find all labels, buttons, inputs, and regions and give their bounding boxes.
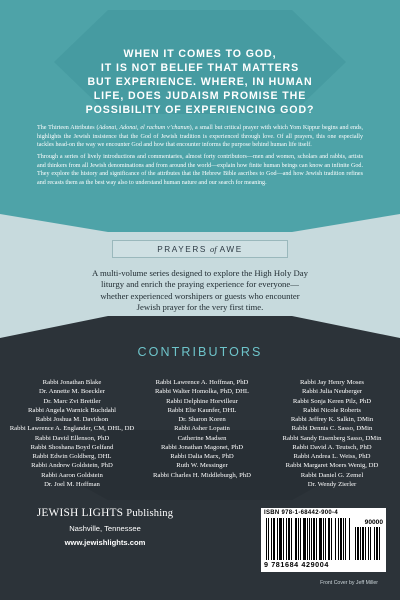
contributor-name: Rabbi Daniel G. Zemel — [300, 471, 364, 479]
barcode-bar — [331, 518, 332, 560]
contributors-column-2 — [136, 378, 268, 480]
contributor-name: Rabbi Sandy Eisenberg Sasso, DMin — [282, 434, 382, 442]
barcode-bar — [307, 518, 308, 560]
cover-headline — [55, 47, 345, 117]
barcode-bar — [379, 527, 380, 560]
contributor-name: Rabbi David Ellenson, PhD — [34, 434, 110, 442]
barcode-bar — [277, 518, 278, 560]
barcode-bar — [349, 518, 350, 560]
contributor-name: Rabbi Asher Lopatin — [174, 425, 230, 433]
series-description: A multi-volume series designed to explore the High Holy Day liturgy and enrich the praying experience for everyone—whether experienced worshipers or guests who encounter Jewish prayer for the very first time. — [92, 268, 308, 312]
barcode-bar — [360, 527, 361, 560]
contributor-name: Rabbi Nicole Roberts — [303, 406, 361, 414]
barcode-bar — [343, 518, 344, 560]
contributor-name: Rabbi Sonja Keren Pilz, PhD — [292, 397, 372, 405]
contributor-name: Dr. Marc Zvi Brettler — [43, 397, 101, 405]
headline-line: IT IS NOT BELIEF THAT MATTERS — [100, 62, 300, 74]
contributors-column-1 — [6, 378, 138, 489]
contributor-name: Rabbi Shoshana Boyd Gelfand — [30, 443, 114, 451]
contributor-name: Rabbi Margaret Moers Wenig, DD — [285, 462, 379, 470]
contributor-name: Rabbi David A. Teutsch, PhD — [292, 443, 372, 451]
contributors-heading: CONTRIBUTORS — [137, 345, 263, 359]
cover-credit: Front Cover by Jeff Miller — [320, 580, 378, 586]
contributor-name: Rabbi Julia Neuberger — [301, 388, 363, 396]
barcode-bar — [370, 527, 371, 560]
barcode-bar — [309, 518, 310, 560]
barcode-number: 9 781684 429004 — [264, 560, 329, 569]
contributor-name: Rabbi Edwin Goldberg, DHL — [32, 453, 112, 460]
barcode-bar — [357, 527, 359, 560]
contributor-name: Rabbi Angela Warnick Buchdahl — [28, 406, 116, 414]
publisher-city: Nashville, Tennessee — [69, 524, 141, 533]
contributor-name: Rabbi Lawrence A. Englander, CM, DHL, DD — [9, 425, 135, 433]
intro-text: The Thirteen Attributes ( — [37, 125, 99, 131]
barcode-bar — [288, 518, 290, 560]
barcode-bar — [295, 518, 297, 560]
barcode-bar — [268, 518, 269, 560]
contributor-name: Rabbi Walter Homolka, PhD, DHL — [154, 388, 250, 396]
barcode-bar — [316, 518, 317, 560]
barcode-bar — [362, 527, 364, 560]
headline-line: BUT EXPERIENCE. WHERE, IN HUMAN — [87, 76, 313, 88]
price-code: 90000 — [364, 519, 383, 526]
price-barcode — [355, 527, 382, 560]
contributor-name: Rabbi Charles H. Middleburgh, PhD — [153, 471, 251, 479]
barcode-bar — [365, 527, 366, 560]
headline-line: POSSIBILITY OF EXPERIENCING GOD? — [85, 104, 315, 116]
contributor-name: Rabbi Jonathan Blake — [42, 379, 102, 386]
barcode-block — [261, 508, 386, 572]
barcode-bar — [300, 518, 301, 560]
contributor-name: Rabbi Jay Henry Moses — [299, 379, 365, 386]
contributor-name: Ruth W. Messinger — [176, 462, 228, 470]
contributor-name: Rabbi Andrea L. Weiss, PhD — [293, 453, 371, 460]
barcode-bar — [271, 518, 272, 560]
contributor-name: Dr. Sharon Koren — [178, 416, 226, 423]
contributor-name: Rabbi Jeffrey K. Salkin, DMin — [290, 416, 374, 423]
series-label-of: of — [209, 244, 217, 254]
contributor-name: Rabbi Aaron Goldstein — [41, 471, 103, 479]
series-label-end: AWE — [219, 244, 243, 254]
contributor-name: Rabbi Dalia Marx, PhD — [170, 453, 234, 460]
publisher-name: JEWISH LIGHTS — [36, 507, 124, 519]
headline-line: WHEN IT COMES TO GOD, — [123, 48, 277, 60]
barcode-bar — [345, 518, 346, 560]
publisher-name-suffix: Publishing — [126, 508, 174, 519]
series-label-main: PRAYERS — [157, 244, 207, 254]
contributor-name: Rabbi Lawrence A. Hoffman, PhD — [155, 379, 249, 386]
barcode-bar — [279, 518, 282, 560]
intro-text: ), a small but critical prayer with which Yom Kippur begins and ends, highlights the Jewish insistence that the God of Jewish tradition is experienced through love. Of all prayers, this one especially tackles head-on the way we encounter God and how that encounter informs the purpose behind human life itself. — [37, 125, 364, 149]
barcode-bar — [313, 518, 315, 560]
headline-line: LIFE, DOES JUDAISM PROMISE THE — [93, 90, 307, 102]
barcode-bar — [323, 518, 324, 560]
series-title-box — [112, 240, 288, 258]
intro-paragraph-contributors: Through a series of lively introductions and commentaries, almost forty contributors—men and women, scholars and rabbis, artists and thinkers from all Jewish denominations and from around the world—explain how finite human beings can know an infinite God. They explore the history and significance of the attributes that the Hebrew Bible ascribes to God—and how Jewish tradition refines and recasts them as the best way also to understand human nature and our search for meaning. — [37, 154, 363, 187]
isbn-text: ISBN 978-1-68442-900-4 — [264, 510, 338, 516]
barcode-bar — [291, 518, 292, 560]
publisher-logo — [0, 507, 210, 519]
contributor-name: Rabbi Elie Kaunfer, DHL — [167, 406, 237, 414]
contributor-name: Dr. Wendy Zierler — [307, 480, 357, 488]
barcode-bar — [311, 518, 312, 560]
contributor-name: Rabbi Jonathan Magonet, PhD — [160, 443, 244, 451]
barcode-bar — [286, 518, 287, 560]
barcode-bar — [303, 518, 306, 560]
intro-paragraph-attributes — [37, 124, 363, 150]
barcode-bar — [335, 518, 336, 560]
barcode-bar — [340, 518, 342, 560]
barcode-bar — [328, 518, 330, 560]
contributor-name: Dr. Joel M. Hoffman — [44, 480, 100, 488]
contributor-name: Rabbi Delphine Horvilleur — [166, 397, 238, 405]
ean-barcode — [266, 518, 352, 560]
intro-hebrew-phrase: Adonai, Adonai, el rachum v’chanun — [98, 125, 190, 131]
barcode-bar — [374, 527, 375, 560]
contributors-column-3 — [268, 378, 396, 489]
contributor-name: Rabbi Joshua M. Davidson — [35, 416, 109, 423]
barcode-bar — [283, 518, 284, 560]
publisher-block — [0, 507, 210, 547]
barcode-bar — [338, 518, 339, 560]
barcode-bar — [355, 527, 356, 560]
publisher-url: www.jewishlights.com — [64, 538, 146, 547]
barcode-bar — [368, 527, 369, 560]
barcode-bar — [319, 518, 322, 560]
barcode-bar — [266, 518, 267, 560]
barcode-bar — [273, 518, 275, 560]
barcode-bar — [376, 527, 378, 560]
contributor-name: Dr. Annette M. Boeckler — [39, 388, 105, 396]
barcode-bar — [325, 518, 326, 560]
contributor-name: Catherine Madsen — [177, 434, 227, 442]
contributor-name: Rabbi Dennis C. Sasso, DMin — [291, 425, 373, 433]
barcode-bar — [298, 518, 299, 560]
contributor-name: Rabbi Andrew Goldstein, PhD — [31, 462, 113, 470]
